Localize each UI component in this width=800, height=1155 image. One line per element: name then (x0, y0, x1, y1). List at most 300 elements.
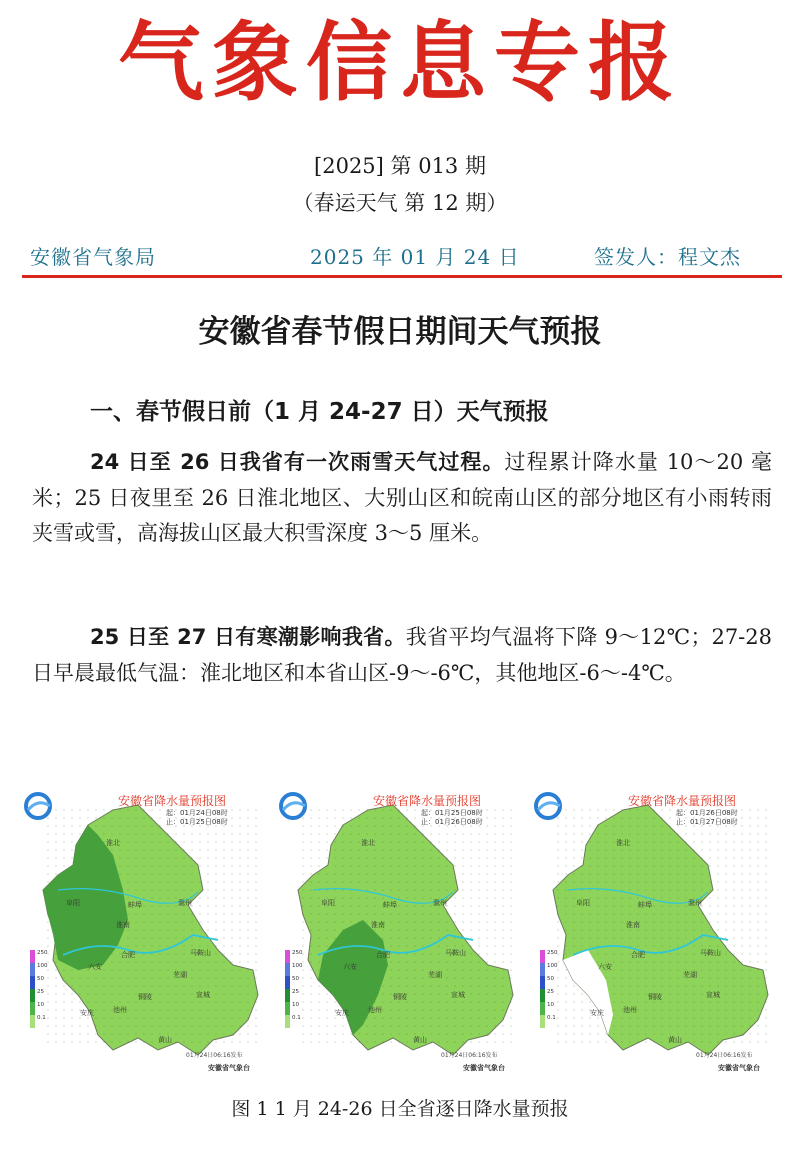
legend-label: 50 (547, 976, 554, 982)
agency-logo-icon (281, 794, 305, 818)
grid-dot (95, 825, 96, 826)
grid-dot (326, 849, 327, 850)
grid-dot (478, 913, 479, 914)
grid-dot (709, 889, 710, 890)
grid-dot (79, 985, 80, 986)
grid-dot (231, 1033, 232, 1034)
grid-dot (709, 961, 710, 962)
grid-dot (398, 873, 399, 874)
grid-dot (366, 865, 367, 866)
grid-dot (454, 849, 455, 850)
grid-dot (183, 881, 184, 882)
grid-dot (454, 977, 455, 978)
grid-dot (342, 897, 343, 898)
grid-dot (255, 857, 256, 858)
grid-dot (725, 833, 726, 834)
grid-dot (47, 921, 48, 922)
city-label: 安庆 (80, 1009, 94, 1017)
grid-dot (358, 873, 359, 874)
grid-dot (398, 1009, 399, 1010)
grid-dot (342, 833, 343, 834)
grid-dot (685, 961, 686, 962)
grid-dot (111, 825, 112, 826)
grid-dot (565, 889, 566, 890)
grid-dot (661, 905, 662, 906)
grid-dot (478, 889, 479, 890)
grid-dot (47, 1009, 48, 1010)
grid-dot (414, 817, 415, 818)
grid-dot (310, 873, 311, 874)
section-heading: 一、春节假日前（1 月 24-27 日）天气预报 (90, 399, 549, 425)
grid-dot (494, 873, 495, 874)
grid-dot (653, 1033, 654, 1034)
grid-dot (653, 1017, 654, 1018)
grid-dot (757, 921, 758, 922)
paragraph-2-body: 我省平均气温将下降 9～12℃；27-28 日早晨最低气温：淮北地区和本省山区-9～-6℃，其他地区-6～-4℃。 (32, 625, 772, 685)
grid-dot (661, 817, 662, 818)
grid-dot (709, 1041, 710, 1042)
grid-dot (701, 841, 702, 842)
grid-dot (406, 873, 407, 874)
grid-dot (725, 929, 726, 930)
grid-dot (414, 969, 415, 970)
city-label: 蚌埠 (638, 901, 652, 909)
grid-dot (565, 977, 566, 978)
legend-label: 25 (292, 989, 299, 995)
grid-dot (486, 841, 487, 842)
grid-dot (342, 913, 343, 914)
grid-dot (390, 889, 391, 890)
grid-dot (709, 905, 710, 906)
grid-dot (215, 865, 216, 866)
grid-dot (55, 961, 56, 962)
grid-dot (398, 913, 399, 914)
grid-dot (390, 881, 391, 882)
grid-dot (406, 961, 407, 962)
grid-dot (406, 937, 407, 938)
grid-dot (557, 897, 558, 898)
grid-dot (215, 985, 216, 986)
grid-dot (422, 905, 423, 906)
grid-dot (581, 809, 582, 810)
grid-dot (119, 865, 120, 866)
grid-dot (502, 905, 503, 906)
grid-dot (669, 817, 670, 818)
grid-dot (223, 1041, 224, 1042)
map-time-range (166, 809, 228, 827)
grid-dot (645, 985, 646, 986)
grid-dot (494, 945, 495, 946)
grid-dot (398, 937, 399, 938)
grid-dot (621, 1041, 622, 1042)
legend-label: 25 (547, 989, 554, 995)
grid-dot (127, 849, 128, 850)
grid-dot (223, 905, 224, 906)
grid-dot (350, 825, 351, 826)
grid-dot (366, 1041, 367, 1042)
grid-dot (167, 961, 168, 962)
grid-dot (669, 929, 670, 930)
grid-dot (605, 953, 606, 954)
grid-dot (757, 913, 758, 914)
grid-dot (446, 881, 447, 882)
grid-dot (741, 945, 742, 946)
grid-dot (199, 929, 200, 930)
grid-dot (613, 929, 614, 930)
grid-dot (302, 985, 303, 986)
grid-dot (167, 921, 168, 922)
grid-dot (446, 865, 447, 866)
grid-dot (255, 937, 256, 938)
grid-dot (334, 1041, 335, 1042)
grid-dot (637, 881, 638, 882)
grid-dot (446, 1001, 447, 1002)
grid-dot (581, 921, 582, 922)
grid-dot (557, 1041, 558, 1042)
grid-dot (199, 937, 200, 938)
grid-dot (406, 865, 407, 866)
grid-dot (79, 817, 80, 818)
grid-dot (629, 1017, 630, 1018)
grid-dot (207, 1025, 208, 1026)
grid-dot (589, 809, 590, 810)
grid-dot (494, 961, 495, 962)
grid-dot (183, 985, 184, 986)
grid-dot (191, 921, 192, 922)
grid-dot (167, 881, 168, 882)
grid-dot (422, 977, 423, 978)
grid-dot (557, 977, 558, 978)
grid-dot (685, 1009, 686, 1010)
grid-dot (502, 881, 503, 882)
grid-dot (581, 1025, 582, 1026)
grid-dot (629, 897, 630, 898)
grid-dot (438, 865, 439, 866)
grid-dot (621, 833, 622, 834)
grid-dot (478, 929, 479, 930)
grid-dot (326, 841, 327, 842)
grid-dot (318, 969, 319, 970)
grid-dot (207, 913, 208, 914)
grid-dot (589, 1041, 590, 1042)
grid-dot (95, 993, 96, 994)
grid-dot (478, 1033, 479, 1034)
grid-dot (430, 1017, 431, 1018)
grid-dot (478, 921, 479, 922)
grid-dot (653, 857, 654, 858)
grid-dot (223, 897, 224, 898)
legend-swatch (30, 950, 35, 963)
grid-dot (382, 1041, 383, 1042)
grid-dot (318, 1017, 319, 1018)
grid-dot (557, 1009, 558, 1010)
grid-dot (438, 1009, 439, 1010)
grid-dot (310, 977, 311, 978)
city-label: 芜湖 (428, 971, 442, 979)
grid-dot (430, 865, 431, 866)
grid-dot (103, 1001, 104, 1002)
grid-dot (199, 921, 200, 922)
grid-dot (430, 921, 431, 922)
grid-dot (167, 937, 168, 938)
grid-dot (199, 857, 200, 858)
grid-dot (438, 1033, 439, 1034)
grid-dot (573, 1017, 574, 1018)
grid-dot (151, 889, 152, 890)
grid-dot (470, 905, 471, 906)
grid-dot (302, 929, 303, 930)
grid-dot (199, 1017, 200, 1018)
grid-dot (757, 1017, 758, 1018)
grid-dot (757, 809, 758, 810)
grid-dot (390, 1017, 391, 1018)
city-label: 蚌埠 (128, 901, 142, 909)
grid-dot (55, 993, 56, 994)
grid-dot (255, 977, 256, 978)
grid-dot (406, 1009, 407, 1010)
grid-dot (151, 897, 152, 898)
city-label: 阜阳 (66, 899, 80, 907)
grid-dot (255, 945, 256, 946)
grid-dot (414, 1009, 415, 1010)
grid-dot (334, 929, 335, 930)
grid-dot (215, 921, 216, 922)
grid-dot (63, 985, 64, 986)
grid-dot (725, 897, 726, 898)
grid-dot (765, 1009, 766, 1010)
grid-dot (677, 1001, 678, 1002)
grid-dot (693, 889, 694, 890)
grid-dot (63, 993, 64, 994)
grid-dot (223, 1033, 224, 1034)
grid-dot (55, 1017, 56, 1018)
grid-dot (741, 937, 742, 938)
grid-dot (350, 873, 351, 874)
grid-dot (334, 921, 335, 922)
grid-dot (733, 985, 734, 986)
grid-dot (390, 921, 391, 922)
grid-dot (334, 1001, 335, 1002)
grid-dot (701, 985, 702, 986)
agency-logo-swoosh-icon (283, 803, 305, 810)
grid-dot (302, 833, 303, 834)
grid-dot (454, 881, 455, 882)
grid-dot (119, 825, 120, 826)
grid-dot (151, 817, 152, 818)
grid-dot (581, 929, 582, 930)
grid-dot (255, 833, 256, 834)
grid-dot (302, 897, 303, 898)
grid-dot (605, 897, 606, 898)
grid-dot (207, 977, 208, 978)
grid-dot (326, 1033, 327, 1034)
grid-dot (135, 1009, 136, 1010)
grid-dot (685, 841, 686, 842)
grid-dot (470, 913, 471, 914)
grid-dot (55, 1001, 56, 1002)
grid-dot (565, 905, 566, 906)
grid-dot (741, 1041, 742, 1042)
grid-dot (661, 1017, 662, 1018)
grid-dot (693, 1025, 694, 1026)
grid-dot (318, 897, 319, 898)
grid-dot (454, 841, 455, 842)
grid-dot (709, 873, 710, 874)
grid-dot (310, 905, 311, 906)
grid-dot (390, 953, 391, 954)
grid-dot (358, 1033, 359, 1034)
grid-dot (749, 873, 750, 874)
grid-dot (494, 1001, 495, 1002)
grid-dot (159, 929, 160, 930)
grid-dot (565, 873, 566, 874)
grid-dot (422, 969, 423, 970)
grid-dot (326, 1017, 327, 1018)
grid-dot (653, 873, 654, 874)
city-label: 蚌埠 (383, 901, 397, 909)
grid-dot (693, 833, 694, 834)
grid-dot (565, 1017, 566, 1018)
grid-dot (629, 857, 630, 858)
grid-dot (255, 953, 256, 954)
grid-dot (446, 985, 447, 986)
grid-dot (454, 945, 455, 946)
grid-dot (486, 913, 487, 914)
grid-dot (709, 969, 710, 970)
grid-dot (151, 809, 152, 810)
grid-dot (765, 849, 766, 850)
grid-dot (749, 977, 750, 978)
grid-dot (318, 881, 319, 882)
grid-dot (438, 929, 439, 930)
map-footer: 安徽省气象台 (718, 1064, 760, 1072)
grid-dot (326, 833, 327, 834)
grid-dot (486, 993, 487, 994)
grid-dot (231, 881, 232, 882)
grid-dot (629, 993, 630, 994)
legend-label: 25 (37, 989, 44, 995)
grid-dot (510, 1009, 511, 1010)
grid-dot (231, 809, 232, 810)
grid-dot (47, 1041, 48, 1042)
grid-dot (183, 857, 184, 858)
grid-dot (247, 873, 248, 874)
grid-dot (478, 897, 479, 898)
grid-dot (677, 921, 678, 922)
grid-dot (47, 857, 48, 858)
grid-dot (310, 913, 311, 914)
grid-dot (231, 1017, 232, 1018)
grid-dot (135, 961, 136, 962)
grid-dot (231, 865, 232, 866)
grid-dot (717, 865, 718, 866)
grid-dot (629, 945, 630, 946)
grid-dot (318, 833, 319, 834)
grid-dot (573, 945, 574, 946)
grid-dot (669, 969, 670, 970)
grid-dot (685, 913, 686, 914)
legend-label: 250 (547, 950, 558, 956)
grid-dot (127, 833, 128, 834)
grid-dot (406, 977, 407, 978)
grid-dot (135, 873, 136, 874)
grid-dot (167, 985, 168, 986)
grid-dot (645, 881, 646, 882)
grid-dot (127, 1009, 128, 1010)
grid-dot (135, 953, 136, 954)
grid-dot (175, 865, 176, 866)
grid-dot (183, 993, 184, 994)
grid-dot (661, 937, 662, 938)
grid-dot (127, 1017, 128, 1018)
legend-swatch (285, 950, 290, 963)
grid-dot (143, 881, 144, 882)
grid-dot (167, 833, 168, 834)
grid-dot (597, 817, 598, 818)
grid-dot (175, 953, 176, 954)
grid-dot (725, 1041, 726, 1042)
grid-dot (645, 833, 646, 834)
grid-dot (318, 1033, 319, 1034)
grid-dot (103, 1025, 104, 1026)
grid-dot (231, 1041, 232, 1042)
grid-dot (390, 913, 391, 914)
grid-dot (63, 1041, 64, 1042)
grid-dot (486, 1041, 487, 1042)
grid-dot (215, 889, 216, 890)
grid-dot (390, 945, 391, 946)
grid-dot (669, 809, 670, 810)
grid-dot (366, 913, 367, 914)
grid-dot (199, 1009, 200, 1010)
grid-dot (470, 993, 471, 994)
grid-dot (486, 953, 487, 954)
grid-dot (127, 993, 128, 994)
grid-dot (390, 961, 391, 962)
grid-dot (310, 865, 311, 866)
grid-dot (55, 1009, 56, 1010)
grid-dot (215, 961, 216, 962)
grid-dot (486, 921, 487, 922)
grid-dot (103, 993, 104, 994)
grid-dot (581, 993, 582, 994)
grid-dot (693, 913, 694, 914)
grid-dot (701, 929, 702, 930)
grid-dot (398, 881, 399, 882)
grid-dot (127, 825, 128, 826)
grid-dot (374, 881, 375, 882)
grid-dot (565, 897, 566, 898)
grid-dot (223, 833, 224, 834)
grid-dot (310, 945, 311, 946)
grid-dot (79, 825, 80, 826)
grid-dot (207, 1033, 208, 1034)
grid-dot (247, 1041, 248, 1042)
grid-dot (765, 945, 766, 946)
grid-dot (701, 921, 702, 922)
legend-label: 10 (37, 1002, 44, 1008)
grid-dot (494, 841, 495, 842)
legend-label: 250 (292, 950, 303, 956)
grid-dot (462, 897, 463, 898)
grid-dot (494, 1009, 495, 1010)
grid-dot (422, 873, 423, 874)
grid-dot (446, 873, 447, 874)
grid-dot (589, 945, 590, 946)
grid-dot (741, 929, 742, 930)
grid-dot (127, 873, 128, 874)
grid-dot (310, 929, 311, 930)
